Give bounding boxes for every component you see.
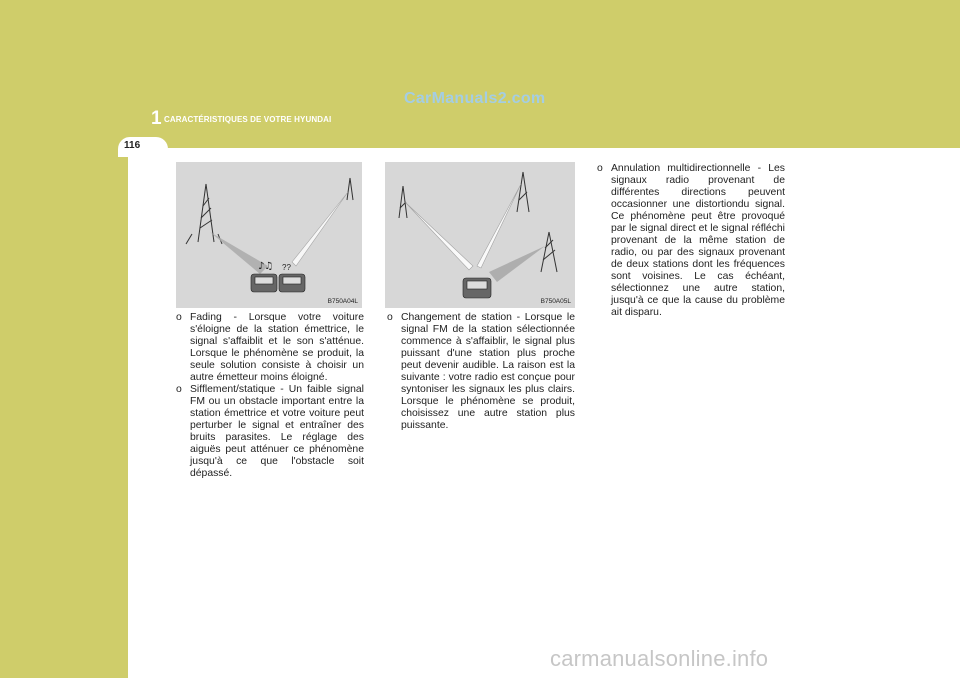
watermark-footer: carmanualsonline.info	[550, 646, 769, 671]
paragraph-sifflement: Sifflement/statique - Un faible signal FM ou un obstacle important entre la station émettrice et votre voiture peut perturber le signal et entraîner des bruits parasites. Le réglage des aiguës peut atténuer ce phénomène jusqu'à ce que l'obstacle soit dépassé.	[190, 384, 364, 479]
car-icon	[251, 274, 305, 292]
figure-station-change	[385, 162, 575, 308]
bullet-mark: o	[387, 312, 393, 323]
chapter-title: CARACTÉRISTIQUES DE VOTRE HYUNDAI	[164, 115, 332, 124]
list-item	[176, 384, 364, 480]
car-icon	[463, 278, 491, 298]
text-column-3	[597, 163, 785, 319]
header-band	[0, 0, 960, 148]
svg-text:♪♫: ♪♫	[258, 261, 274, 272]
paragraph-fading: Fading - Lorsque votre voiture s'éloigne de la station émettrice, le signal s'affaiblit et le son s'atténue. Lorsque le phénomène se produit, la seule solution consiste à choisir un autre émetteur moins éloigné.	[190, 312, 364, 383]
bullet-mark: o	[597, 163, 603, 174]
radio-tower-far-icon	[347, 178, 353, 200]
chapter-number: 1	[151, 108, 162, 129]
radio-tower-icon	[186, 184, 222, 244]
figure-fading	[176, 162, 362, 308]
side-band	[0, 148, 128, 678]
fading-illustration	[176, 162, 362, 308]
station-change-illustration	[385, 162, 575, 308]
bullet-mark: o	[176, 384, 182, 395]
figure-caption: B750A04L	[327, 298, 358, 305]
text-column-1	[176, 312, 364, 480]
page-number: 116	[124, 140, 141, 151]
paragraph-annulation: Annulation multidirectionnelle - Les signaux radio provenant de différentes directions peuvent occasionner une distortiondu signal. Ce phénomène peut être provoqué par le signal direct et le signal réfléchi provenant de la même station de radio, ou par des signaux provenant de deux stations dont les fréquences sont voisines. Le cas échéant, sélectionnez une autre station, jusqu'à ce que la cause du problème ait disparu.	[611, 163, 785, 318]
list-item	[387, 312, 575, 432]
list-item	[176, 312, 364, 384]
figure-caption: B750A05L	[540, 298, 571, 305]
text-column-2	[387, 312, 575, 432]
paragraph-changement-station: Changement de station - Lorsque le signal FM de la station sélectionnée commence à s'affaiblir, le signal plus puissant d'une station plus proche peut devenir audible. La raison est la suivante : votre radio est conçue pour syntoniser les signaux les plus clairs. Lorsque le phénomène se produit, choisissez une autre station plus puissante.	[401, 312, 575, 431]
watermark-link[interactable]: CarManuals2.com	[404, 90, 546, 107]
bullet-mark: o	[176, 312, 182, 323]
figure-label: ??	[282, 263, 291, 272]
radio-tower-icon	[399, 172, 557, 272]
list-item	[597, 163, 785, 319]
